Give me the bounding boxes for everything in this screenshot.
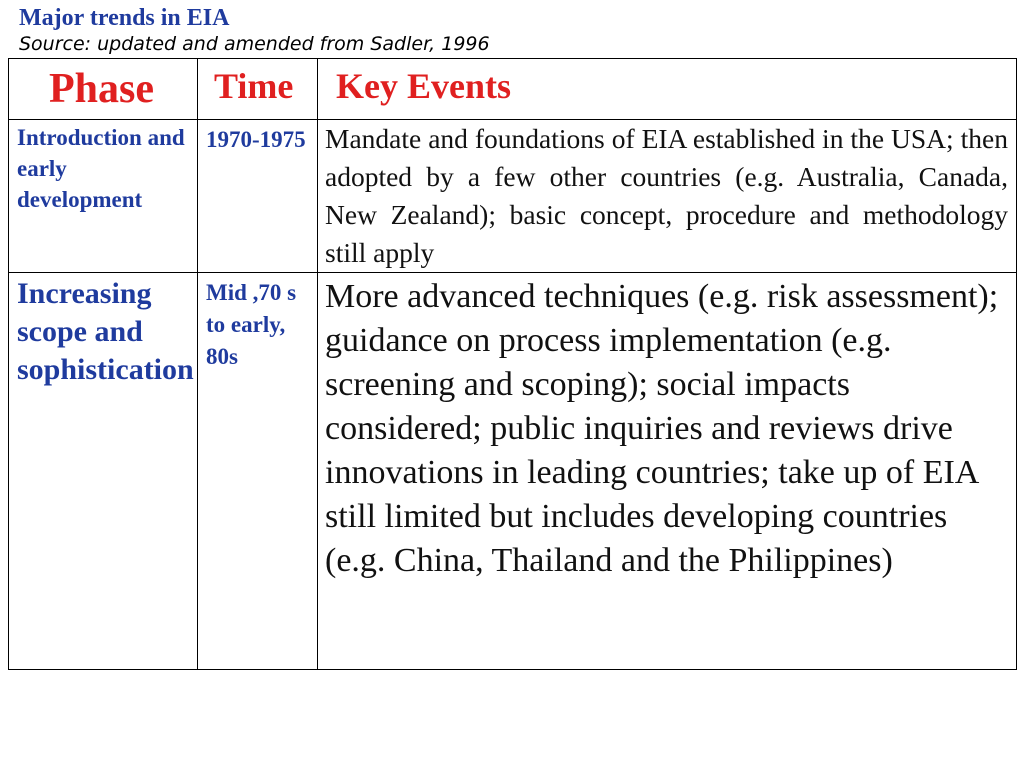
phase-cell: Increasing scope and sophistication [9,273,198,670]
source-caption: Source: updated and amended from Sadler, 1996 [19,33,490,55]
key-events-cell: Mandate and foundations of EIA established in the USA; then adopted by a few other countries (e.g. Australia, Canada, New Zealand); basic concept, procedure and methodology still apply [318,120,1017,273]
column-header-time: Time [198,59,318,120]
page-title: Major trends in EIA [19,5,230,31]
column-header-phase: Phase [9,59,198,120]
table-row [9,120,1017,273]
table-row [9,273,1017,670]
column-header-key-events: Key Events [318,59,1017,120]
key-events-cell: More advanced techniques (e.g. risk assessment); guidance on process implementation (e.g. screening and scoping); social impacts considered; public inquiries and reviews drive innovations in leading countries; take up of EIA still limited but includes developing countries (e.g. China, Thailand and the Philippines) [318,273,1017,670]
table-header-row [9,59,1017,120]
time-cell: Mid ,70 s to early, 80s [198,273,318,670]
phase-cell: Introduction and early development [9,120,198,273]
eia-trends-table [8,58,1017,670]
time-cell: 1970-1975 [198,120,318,273]
